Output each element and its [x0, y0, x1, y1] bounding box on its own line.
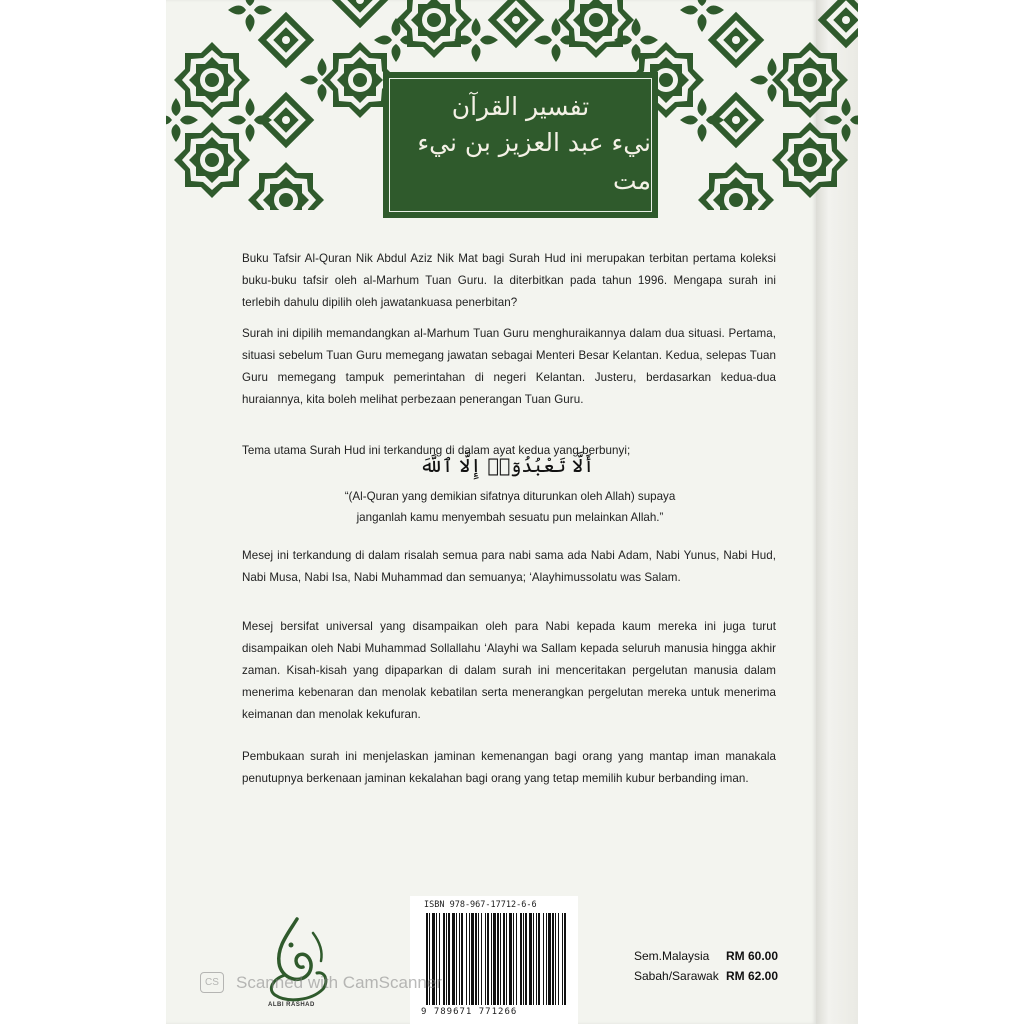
arabic-title-line1: تفسير القرآن — [451, 92, 590, 121]
publisher-name: ALBI RASHAD — [268, 1002, 315, 1008]
barcode-bar — [516, 913, 517, 1005]
barcode-bar — [523, 913, 524, 1005]
paragraph-theme: Tema utama Surah Hud ini terkandung di dalam ayat kedua yang berbunyi; — [242, 444, 631, 457]
barcode-icon — [426, 913, 570, 1005]
barcode-bar — [459, 913, 460, 1005]
price-amount: RM 62.00 — [726, 969, 779, 983]
camscanner-icon: CS — [200, 972, 224, 993]
paragraph-message: Mesej ini terkandung di dalam risalah semua para nabi sama ada Nabi Adam, Nabi Yunus, Nabi Hud, Nabi Musa, Nabi Isa, Nabi Muhammad dan semuanya; ‘Alayhimussolatu was Salam. — [242, 549, 776, 584]
paragraph-opening: Pembukaan surah ini menjelaskan jaminan kemenangan bagi orang yang mantap iman manakala penutupnya berkenaan jaminan kekalahan bagi orang yang tetap memilih kubur berbanding iman. — [242, 750, 776, 785]
price-region: Sem.Malaysia — [634, 949, 710, 963]
barcode-bar — [471, 913, 474, 1005]
barcode-bar — [452, 913, 455, 1005]
scanner-watermark — [200, 972, 442, 993]
price-amount: RM 60.00 — [726, 949, 779, 963]
barcode-bar — [564, 913, 566, 1005]
price-row-sabah — [634, 966, 778, 986]
price-row-sem — [634, 946, 778, 966]
barcode-bar — [543, 913, 544, 1005]
barcode-bar — [536, 913, 537, 1005]
barcode-bar — [469, 913, 470, 1005]
translation-line1: “(Al-Quran yang demikian sifatnya diturunkan oleh Allah) supaya — [344, 490, 676, 503]
barcode-bar — [506, 913, 507, 1005]
verse-translation — [250, 486, 770, 528]
publisher-logo — [257, 915, 337, 1015]
barcode-bar — [500, 913, 501, 1005]
barcode-bar — [520, 913, 522, 1005]
barcode-bar — [448, 913, 450, 1005]
barcode-bar — [487, 913, 489, 1005]
quran-verse: أَلَّا تَعْبُدُوٓا۟ إِلَّا ٱللَّهَ — [419, 455, 595, 477]
title-frame — [389, 78, 652, 212]
barcode-bar — [548, 913, 551, 1005]
barcode-bar — [493, 913, 496, 1005]
barcode-bar — [562, 913, 563, 1005]
barcode-bar — [443, 913, 445, 1005]
paragraph-universal: Mesej bersifat universal yang disampaikan oleh para Nabi kepada kaum mereka ini juga turut disampaikan oleh Nabi Muhammad Sollallahu ‘Alayhi wa Sallam kepada seluruh manusia hingga akhir zaman. Kisah-kisah yang dipaparkan di dalam surah ini menceritakan pergelutan manusia dalam menerima kebenaran dan menolak kebatilan serta menerangkan pergelutan mereka untuk menerima keimanan dan menolak kekufuran. — [242, 620, 776, 721]
barcode-bar — [491, 913, 492, 1005]
price-region: Sabah/Sarawak — [634, 969, 719, 983]
barcode-digits: 9 789671 771266 — [421, 1007, 518, 1017]
barcode-bar — [446, 913, 447, 1005]
barcode-bar — [555, 913, 556, 1005]
price-list — [634, 946, 778, 986]
barcode-bar — [475, 913, 477, 1005]
barcode-bar — [558, 913, 559, 1005]
barcode-bar — [497, 913, 499, 1005]
barcode-bar — [533, 913, 534, 1005]
arabic-title-line2: نيء عبد العزيز بن نيء مت — [417, 128, 651, 195]
watermark-text: Scanned with CamScanner — [236, 972, 443, 992]
barcode-bar — [485, 913, 486, 1005]
barcode-bar — [538, 913, 540, 1005]
barcode-bar — [478, 913, 479, 1005]
barcode-bar — [529, 913, 532, 1005]
barcode-bar — [509, 913, 512, 1005]
title-panel — [383, 72, 658, 218]
barcode-bar — [503, 913, 505, 1005]
barcode-bar — [456, 913, 457, 1005]
paragraph-situations: Surah ini dipilih memandangkan al-Marhum Tuan Guru menghuraikannya dalam dua situasi. Pertama, situasi sebelum Tuan Guru memegang jawatan sebagai Menteri Besar Kelantan. Kedua, selepas Tuan Guru memegang tampuk pemerintahan di negeri Kelantan. Justeru, berdasarkan kedua-dua huraiannya, kita boleh melihat perbezaan penerangan Tuan Guru. — [242, 327, 776, 406]
barcode-bar — [525, 913, 527, 1005]
isbn-label: ISBN 978-967-17712-6-6 — [424, 900, 537, 910]
barcode-bar — [552, 913, 554, 1005]
barcode-bar — [481, 913, 482, 1005]
barcode-bar — [466, 913, 467, 1005]
translation-line2: janganlah kamu menyembah sesuatu pun melainkan Allah.” — [356, 511, 664, 524]
barcode-bar — [461, 913, 463, 1005]
barcode-bar — [546, 913, 547, 1005]
barcode-bar — [513, 913, 514, 1005]
paragraph-intro: Buku Tafsir Al-Quran Nik Abdul Aziz Nik Mat bagi Surah Hud ini merupakan terbitan pertama koleksi buku-buku tafsir oleh al-Marhum Tuan Guru. Ia diterbitkan pada tahun 1996. Mengapa surah ini terlebih dahulu dipilih oleh jawatankuasa penerbitan? — [242, 252, 776, 309]
